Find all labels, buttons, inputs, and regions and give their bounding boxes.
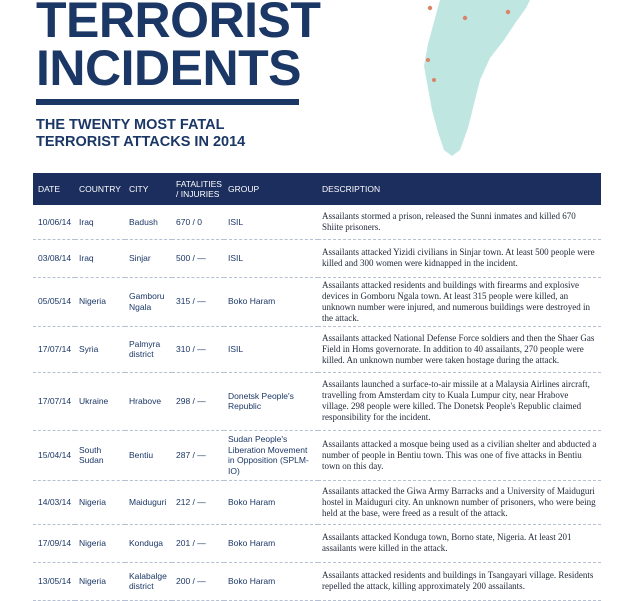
cell-group: Boko Haram [224,277,318,326]
cell-country: South Sudan [75,430,125,480]
cell-description: Assailants stormed a prison, released the Sunni inmates and killed 670 Shiite prisoners. [318,205,601,239]
cell-fatalities: 201 / — [172,524,224,562]
cell-group: ISIL [224,326,318,372]
cell-city: Badush [125,205,172,239]
table-row [33,372,601,430]
cell-city: Kalabalge district [125,562,172,600]
table-row [33,277,601,326]
table-row [33,562,601,600]
cell-date: 15/04/14 [33,430,75,480]
cell-country: Nigeria [75,562,125,600]
cell-date: 03/08/14 [33,239,75,277]
cell-city: Sinjar [125,239,172,277]
header-date: DATE [33,173,75,205]
cell-date: 13/05/14 [33,562,75,600]
header-fatalities: FATALITIES / INJURIES [172,173,224,205]
cell-date: 17/07/14 [33,372,75,430]
cell-fatalities: 500 / — [172,239,224,277]
table-row [33,524,601,562]
cell-group: Boko Haram [224,524,318,562]
cell-city: Palmyra district [125,326,172,372]
cell-city: Konduga [125,524,172,562]
cell-country: Iraq [75,205,125,239]
cell-fatalities: 310 / — [172,326,224,372]
cell-country: Syria [75,326,125,372]
cell-group: Boko Haram [224,480,318,524]
subtitle: THE TWENTY MOST FATAL TERRORIST ATTACKS IN 2014 [36,117,246,150]
cell-date: 17/09/14 [33,524,75,562]
header-group: GROUP [224,173,318,205]
cell-country: Ukraine [75,372,125,430]
table-row [33,326,601,372]
cell-date: 10/06/14 [33,205,75,239]
cell-description: Assailants attacked the Giwa Army Barracks and a University of Maiduguri hostel in Maiduguri city. An unknown number of prisoners, who were being held at the base, were freed as a result of the attack. [318,480,601,524]
cell-description: Assailants attacked a mosque being used as a civilian shelter and abducted a number of people in Bentiu town. This was one of five attacks in Bentiu town on this day. [318,430,601,480]
header-city: CITY [125,173,172,205]
header-country: COUNTRY [75,173,125,205]
cell-fatalities: 315 / — [172,277,224,326]
cell-description: Assailants attacked Konduga town, Borno state, Nigeria. At least 201 assailants were killed in the attack. [318,524,601,562]
table-row [33,239,601,277]
cell-fatalities: 670 / 0 [172,205,224,239]
cell-date: 05/05/14 [33,277,75,326]
table-row [33,480,601,524]
cell-country: Nigeria [75,277,125,326]
cell-group: Sudan People's Liberation Movement in Opposition (SPLM-IO) [224,430,318,480]
cell-country: Iraq [75,239,125,277]
cell-city: Gamboru Ngala [125,277,172,326]
cell-description: Assailants launched a surface-to-air missile at a Malaysia Airlines aircraft, travelling from Amsterdam city to Kuala Lumpur city, near Hrabove village. 298 people were killed. The Donetsk People's Republic claimed responsibility for the incident. [318,372,601,430]
world-map-fragment [410,0,550,160]
cell-fatalities: 200 / — [172,562,224,600]
title-line-1: TERRORIST [36,0,321,48]
table-row [33,205,601,239]
cell-group: Donetsk People's Republic [224,372,318,430]
cell-city: Bentiu [125,430,172,480]
cell-country: Nigeria [75,480,125,524]
cell-description: Assailants attacked residents and buildings with firearms and explosive devices in Gomboru Ngala town. At least 315 people were killed, an unknown number were injured, and numerous buildings were destroyed in the attack. [318,277,601,326]
title-line-2: INCIDENTS [36,40,301,96]
table-row [33,430,601,480]
header-description: DESCRIPTION [318,173,601,205]
cell-group: ISIL [224,205,318,239]
cell-description: Assailants attacked Yizidi civilians in Sinjar town. At least 500 people were killed and 300 women were kidnapped in the incident. [318,239,601,277]
cell-fatalities: 287 / — [172,430,224,480]
cell-date: 17/07/14 [33,326,75,372]
cell-date: 14/03/14 [33,480,75,524]
cell-city: Hrabove [125,372,172,430]
cell-group: ISIL [224,239,318,277]
incidents-table [33,173,601,601]
cell-fatalities: 212 / — [172,480,224,524]
cell-group: Boko Haram [224,562,318,600]
cell-city: Maiduguri [125,480,172,524]
cell-country: Nigeria [75,524,125,562]
cell-fatalities: 298 / — [172,372,224,430]
cell-description: Assailants attacked residents and buildings in Tsangayari village. Residents repelled the attack, killing approximately 200 assailants. [318,562,601,600]
table-header-row [33,173,601,205]
title-underline [36,99,299,105]
cell-description: Assailants attacked National Defense Force soldiers and then the Shaer Gas Field in Homs governorate. In addition to 40 assailants, 270 people were killed. An unknown number were taken hostage during the attack. [318,326,601,372]
